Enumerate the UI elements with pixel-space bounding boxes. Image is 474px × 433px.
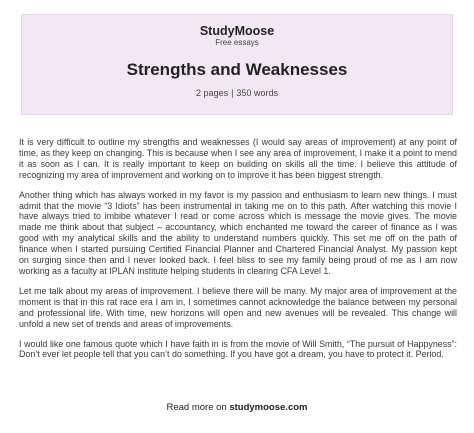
essay-title: Strengths and Weaknesses [126, 60, 348, 79]
brand-name[interactable]: StudyMoose [199, 24, 275, 38]
meta-separator: | [231, 88, 234, 98]
page-count: 2 pages [196, 88, 229, 98]
read-more-footer [0, 402, 474, 413]
read-more-prefix: Read more on [166, 402, 227, 413]
paragraph: I would like one famous quote which I have faith in is from the movie of Will Smith, “The pursuit of Happyness”: Don’t ever let people tell that you can’t do something. If you have got a dream, you have to protect it. Period. [19, 338, 457, 360]
essay-header [21, 14, 453, 115]
studymoose-link[interactable]: studymoose.com [229, 402, 308, 413]
paragraph: It is very difficult to outline my strengths and weaknesses (I would say areas of improvement) at any point of time, as they keep on changing. This is because when I see any area of improvement, I make it a point to mend it as soon as I can. It is really important to keep on building on skills all the time. I believe this attitude of recognizing my area of improvement and working on to improve it has been biggest strength. [19, 137, 457, 180]
brand-tagline: Free essays [215, 38, 259, 47]
paragraph: Another thing which has always worked in my favor is my passion and enthusiasm to learn new things. I must admit that the movie “3 Idiots” has been instrumental in taking me on to this path. After watching this movie I have always tried to imbibe whatever I read or come across which is message the movie gives. The movie made me think about that subject – accountancy, which enchanted me toward the career of finance as I was good with my analytical skills and the ability to understand numbers quickly. This set me off on the path of finance when I started pursuing Certified Financial Planner and Chartered Financial Analyst. My passion kept on surging since then and I never looked back. I feel bliss to see my family being proud of me as I am now working as a faculty at IPLAN institute helping students in clearing CFA Level 1. [19, 189, 457, 276]
paragraph: Let me talk about my areas of improvement. I believe there will be many. My major area of improvement at the moment is that in this rat race era I am in, I sometimes cannot acknowledge the balance between my personal and professional life. With time, new horizons will open and new avenues will be revealed. This change will unfold a new set of trends and areas of improvements. [19, 285, 457, 329]
essay-body [19, 137, 457, 369]
essay-meta [22, 88, 452, 99]
word-count: 350 words [236, 88, 278, 98]
